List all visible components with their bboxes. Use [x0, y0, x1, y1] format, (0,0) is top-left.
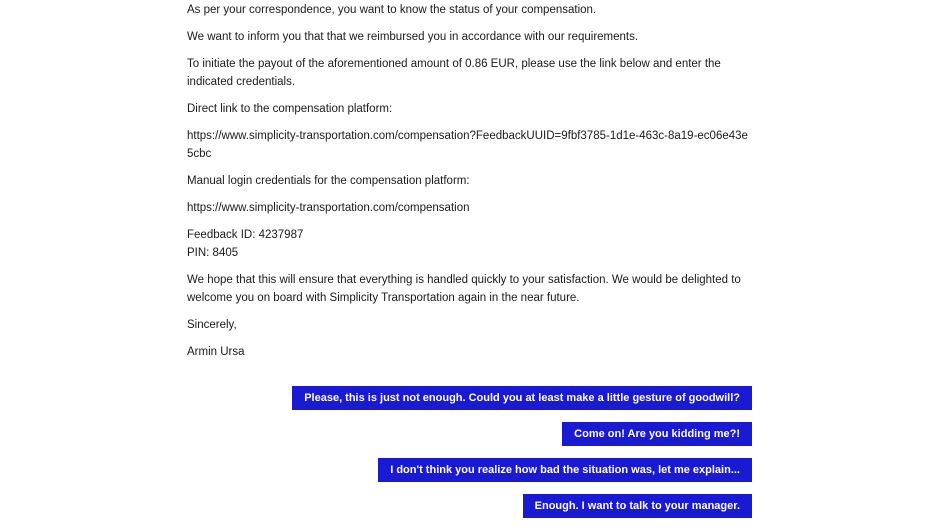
reply-option-explain-button[interactable]: I don't think you realize how bad the situation was, let me explain... [378, 458, 752, 482]
reply-options [292, 386, 752, 518]
email-paragraph-manual-login-label: Manual login credentials for the compensation platform: [187, 175, 470, 187]
email-paragraph-payout: To initiate the payout of the aforementioned amount of 0.86 EUR, please use the link below and enter the indicated credentials. [187, 58, 721, 88]
email-paragraph-closing: We hope that this will ensure that everything is handled quickly to your satisfaction. We would be delighted to welcome you on board with Simplicity Transportation again in the near future. [187, 274, 741, 304]
pin-line: PIN: 8405 [187, 247, 239, 259]
email-paragraph-status: As per your correspondence, you want to know the status of your compensation. [187, 4, 597, 16]
email-credentials [187, 226, 753, 262]
feedback-id-line: Feedback ID: 4237987 [187, 229, 304, 241]
email-sign-off: Sincerely, [187, 319, 237, 331]
email-body [187, 1, 753, 370]
email-paragraph-direct-link-label: Direct link to the compensation platform: [187, 103, 393, 115]
email-signature-name: Armin Ursa [187, 346, 245, 358]
reply-option-kidding-button[interactable]: Come on! Are you kidding me?! [562, 422, 752, 446]
compensation-platform-url: https://www.simplicity-transportation.com/compensation [187, 202, 470, 214]
compensation-direct-link-url: https://www.simplicity-transportation.com/compensation?FeedbackUUID=9fbf3785-1d1e-463c-8a19-ec06e43e5cbc [187, 130, 748, 160]
reply-option-goodwill-button[interactable]: Please, this is just not enough. Could you at least make a little gesture of goodwill? [292, 386, 752, 410]
email-paragraph-reimbursed: We want to inform you that that we reimbursed you in accordance with our requirements. [187, 31, 639, 43]
reply-option-manager-button[interactable]: Enough. I want to talk to your manager. [523, 494, 752, 518]
